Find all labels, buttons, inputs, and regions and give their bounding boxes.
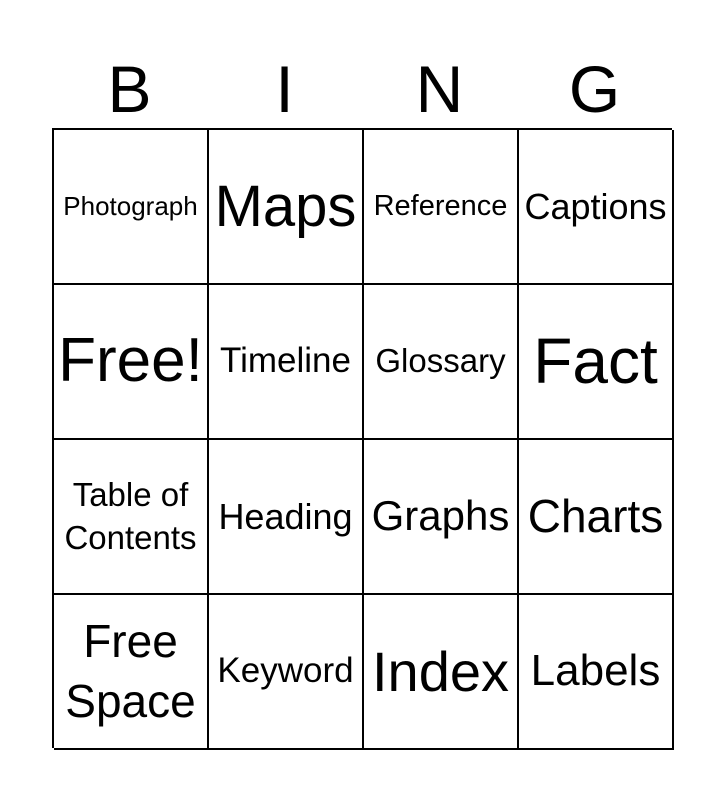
bingo-cell — [519, 130, 674, 285]
cell-label: Free Space — [65, 614, 196, 727]
cell-label: Index — [372, 639, 509, 703]
cell-label: Free! — [58, 326, 203, 396]
bingo-cell-free — [54, 595, 209, 750]
bingo-cell — [54, 130, 209, 285]
header-letter-b: B — [107, 52, 152, 126]
bingo-cell — [209, 595, 364, 750]
bingo-cell — [54, 440, 209, 595]
bingo-cell — [364, 130, 519, 285]
bingo-cell — [364, 285, 519, 440]
header-letter-n: N — [415, 52, 464, 126]
cell-label: Captions — [524, 185, 667, 227]
bingo-header — [52, 50, 672, 128]
cell-label: Table of Contents — [64, 475, 197, 556]
bingo-cell — [209, 440, 364, 595]
bingo-cell — [209, 285, 364, 440]
cell-label: Timeline — [220, 341, 351, 381]
cell-label: Keyword — [217, 651, 354, 691]
bingo-cell — [364, 440, 519, 595]
cell-label: Graphs — [371, 492, 510, 540]
cell-label: Heading — [218, 495, 353, 537]
bingo-cell — [519, 595, 674, 750]
bingo-cell — [209, 130, 364, 285]
cell-label: Reference — [373, 189, 508, 222]
cell-label: Charts — [527, 490, 664, 543]
cell-label: Maps — [214, 173, 357, 239]
bingo-cell-free — [54, 285, 209, 440]
bingo-card-grid — [52, 128, 672, 748]
header-letter-g: G — [568, 52, 621, 126]
header-letter-i: I — [275, 52, 294, 126]
cell-label: Fact — [533, 325, 658, 398]
cell-label: Photograph — [63, 191, 198, 222]
bingo-cell — [519, 285, 674, 440]
bingo-cell — [364, 595, 519, 750]
bingo-cell — [519, 440, 674, 595]
cell-label: Glossary — [375, 342, 506, 380]
cell-label: Labels — [530, 646, 661, 696]
